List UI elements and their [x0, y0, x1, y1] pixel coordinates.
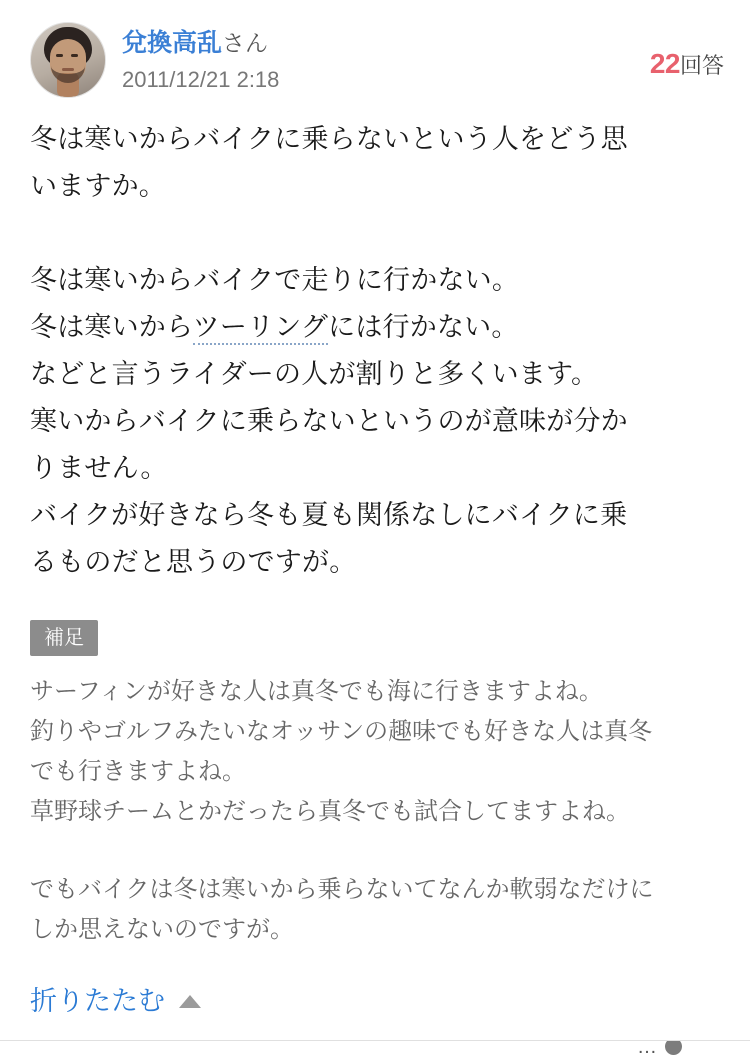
- avatar-mouth: [62, 68, 74, 71]
- supplement-line-4: 草野球チームとかだったら真冬でも試合してますよね。: [30, 798, 630, 825]
- collapse-row[interactable]: [30, 984, 724, 1018]
- username-link[interactable]: 兌換高乱: [122, 29, 223, 57]
- supplement-line-1: サーフィンが好きな人は真冬でも海に行きますよね。: [30, 678, 603, 705]
- question-line-7: るものだと思うのですが。: [30, 547, 357, 577]
- supplement-line-5: でもバイクは冬は寒いから乗らないてなんか軟弱なだけに: [30, 876, 654, 903]
- question-header: [30, 0, 724, 98]
- answer-count: [650, 48, 724, 80]
- question-title-line-1: 冬は寒いからバイクに乗らないという人をどう思: [30, 124, 628, 154]
- supplement-line-2: 釣りやゴルフみたいなオッサンの趣味でも好きな人は真冬: [30, 718, 653, 745]
- avatar-eye-right: [71, 54, 78, 57]
- circle-icon[interactable]: [665, 1040, 682, 1055]
- supplement-section: [30, 620, 724, 950]
- supplement-line-6: しか思えないのですが。: [30, 916, 294, 943]
- question-line-4: 寒いからバイクに乗らないというのが意味が分か: [30, 406, 628, 436]
- question-line-3: などと言うライダーの人が割りと多くいます。: [30, 359, 599, 389]
- question-line-5: りません。: [30, 453, 168, 483]
- avatar-eye-left: [56, 54, 63, 57]
- paragraph-spacer: [30, 210, 724, 257]
- question-line-1: 冬は寒いからバイクで走りに行かない。: [30, 265, 520, 295]
- supplement-body: [30, 672, 724, 950]
- supplement-paragraph-spacer: [30, 832, 724, 870]
- supplement-badge: 補足: [30, 620, 98, 656]
- collapse-button[interactable]: 折りたたむ: [30, 986, 165, 1016]
- bottom-toolbar-partial[interactable]: [0, 1040, 750, 1058]
- username-line: [122, 26, 724, 60]
- question-body: [30, 116, 724, 586]
- question-line-2: 冬は寒いからツーリングには行かない。: [30, 304, 724, 351]
- caret-up-icon[interactable]: [179, 995, 201, 1008]
- dotted-term[interactable]: ツーリング: [193, 312, 328, 345]
- username-suffix: さん: [222, 30, 269, 56]
- answer-count-label: 回答: [679, 53, 724, 78]
- header-text-block: [122, 22, 724, 96]
- avatar[interactable]: [30, 22, 106, 98]
- question-title-line-2: いますか。: [30, 171, 166, 201]
- supplement-line-3: でも行きますよね。: [30, 758, 246, 785]
- question-line-6: バイクが好きなら冬も夏も関係なしにバイクに乗: [30, 500, 628, 530]
- post-timestamp: 2011/12/21 2:18: [122, 67, 280, 92]
- answer-count-number: 22: [649, 48, 680, 79]
- bottom-toolbar-text: …: [637, 1040, 657, 1058]
